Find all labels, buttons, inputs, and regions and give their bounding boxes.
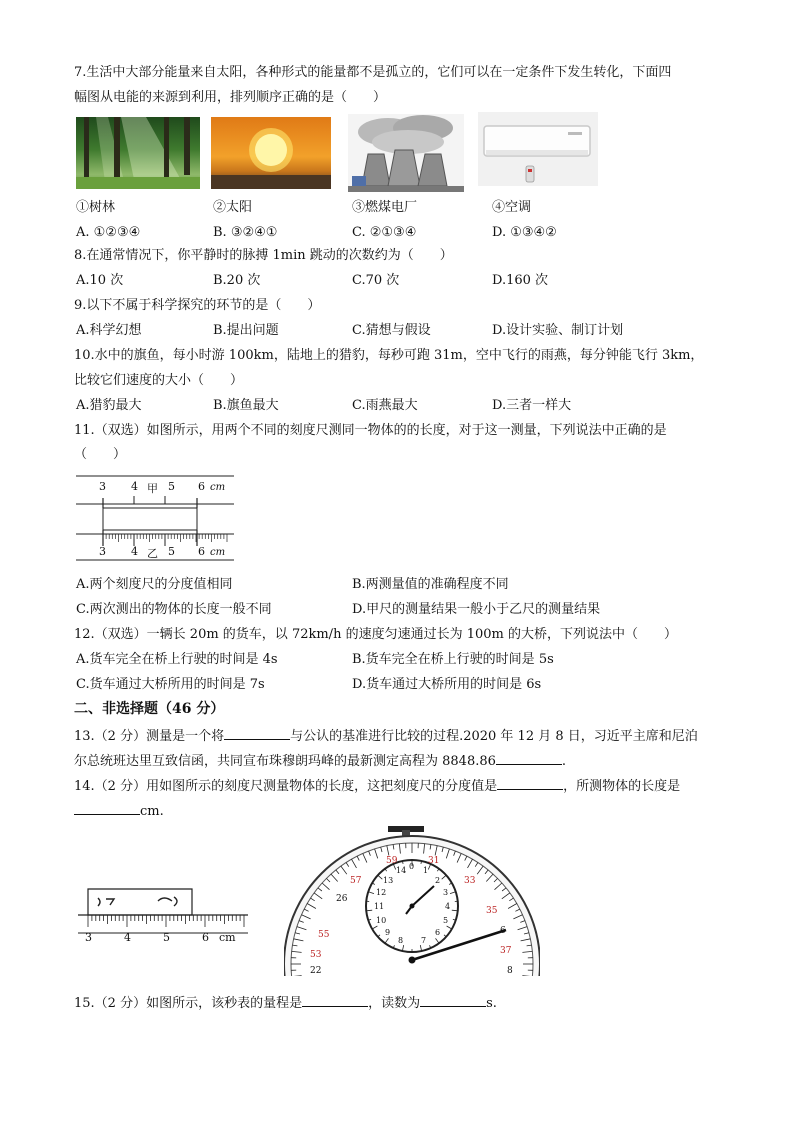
stopwatch-outer-35: 35 [486,906,498,916]
ruler-b-unit: cm [210,547,226,558]
stopwatch-inner-8: 8 [398,936,404,945]
q15-text-1: 15.（2 分）如图所示，该秒表的量程是 [74,996,303,1011]
q9-option-d: D.设计实验、制订计划 [492,323,624,338]
ruler-b-tick-5: 5 [168,545,175,558]
q11-stem-line1: 11.（双选）如图所示，用两个不同的刻度尺测同一物体的的长度，对于这一测量，下列说法中正确的是 [74,423,667,438]
q14-text-2: ，所测物体的长度是 [563,779,681,794]
stopwatch-inner-12: 12 [376,888,387,897]
stopwatch-inner-14: 14 [396,866,407,875]
stopwatch-inner-6: 6 [435,928,441,937]
power-plant-image [348,114,464,192]
q14-text-1: 14.（2 分）用如图所示的刻度尺测量物体的长度，这把刻度尺的分度值是 [74,779,498,794]
q14-line2 [74,801,164,821]
stopwatch-inner-13: 13 [383,876,394,885]
q10-option-a: A.猎豹最大 [76,398,142,413]
stopwatch-outer-53: 53 [310,950,322,960]
stopwatch-inner-9: 9 [385,928,391,937]
q14-line1 [74,776,680,796]
q11-option-d: D.甲尺的测量结果一般小于乙尺的测量结果 [352,602,601,617]
q8-stem: 8.在通常情况下，你平静时的脉搏 1min 跳动的次数约为（ ） [74,248,453,263]
q12-option-a: A.货车完全在桥上行驶的时间是 4s [76,652,278,667]
q11-option-c: C.两次测出的物体的长度一般不同 [76,602,272,617]
ruler-a-tick-4: 4 [131,480,138,493]
ruler-b-tick-6: 6 [198,545,205,558]
q15-blank-1[interactable] [302,993,368,1007]
stopwatch-outer-31: 31 [428,856,440,866]
q14-blank-1[interactable] [497,776,563,790]
q12-option-b: B.货车完全在桥上行驶的时间是 5s [352,652,554,667]
stopwatch-outer-6: 6 [500,926,506,936]
q11-option-b: B.两测量值的准确程度不同 [352,577,509,592]
q13-blank-1[interactable] [224,726,290,740]
stopwatch-outer-22: 22 [310,966,322,976]
section-2-heading: 二、非选择题（46 分） [74,701,225,717]
q8-option-a: A.10 次 [76,273,124,288]
stopwatch-outer-26: 26 [336,894,348,904]
stopwatch-outer-8: 8 [507,966,513,976]
q7-option-d: D. ①③④② [492,225,557,240]
q9-option-c: C.猜想与假设 [352,323,431,338]
q8-option-b: B.20 次 [213,273,261,288]
stopwatch-inner-1: 1 [423,866,429,875]
stopwatch-outer-37: 37 [500,946,512,956]
stopwatch-inner-3: 3 [443,888,449,897]
ruler-tick-6: 6 [202,931,209,944]
q7-option-b: B. ③②④① [213,225,278,240]
q15-text-3: s. [486,996,497,1011]
q10-option-d: D.三者一样大 [492,398,572,413]
q14-blank-2[interactable] [74,801,140,815]
stopwatch-outer-57: 57 [350,876,362,886]
q15-blank-2[interactable] [420,993,486,1007]
stopwatch-inner-10: 10 [376,916,387,925]
q7-option-c: C. ②①③④ [352,225,417,240]
q13-text-2: 与公认的基准进行比较的过程.2020 年 12 月 8 日，习近平主席和尼泊 [290,729,698,744]
q7-caption-4: ④空调 [492,200,532,215]
q8-option-c: C.70 次 [352,273,400,288]
q12-stem: 12.（双选）一辆长 20m 的货车，以 72km/h 的速度匀速通过长为 100m 的大桥，下列说法中（ ） [74,627,677,642]
q7-stem-line2: 幅图从电能的来源到利用，排列顺序正确的是（ ） [74,90,387,105]
stopwatch-inner-4: 4 [445,902,451,911]
ruler-b-name: 乙 [147,547,158,560]
q15-text-2: ，读数为 [368,996,421,1011]
ruler-tick-3: 3 [85,931,92,944]
ruler-b-tick-4: 4 [131,545,138,558]
ruler-a-unit: cm [210,482,226,493]
ruler-a-tick-5: 5 [168,480,175,493]
forest-image [76,117,200,189]
stopwatch-outer-55: 55 [318,930,330,940]
q9-stem: 9.以下不属于科学探究的环节的是（ ） [74,298,321,313]
ruler-tick-4: 4 [124,931,131,944]
stopwatch-inner-7: 7 [421,936,427,945]
stopwatch-figure [284,826,540,976]
double-ruler-figure [76,474,236,564]
q10-stem-line1: 10.水中的旗鱼，每小时游 100km，陆地上的猎豹，每秒可跑 31m，空中飞行的雨燕，每分钟能飞行 3km， [74,348,704,363]
single-ruler-figure [78,885,250,949]
ruler-b-tick-3: 3 [99,545,106,558]
q12-option-c: C.货车通过大桥所用的时间是 7s [76,677,265,692]
q10-stem-line2: 比较它们速度的大小（ ） [74,373,244,388]
stopwatch-inner-11: 11 [374,902,385,911]
q12-option-d: D.货车通过大桥所用的时间是 6s [352,677,542,692]
q13-text-1: 13.（2 分）测量是一个将 [74,729,225,744]
q7-caption-3: ③燃煤电厂 [352,200,418,215]
q14-text-3: cm. [140,804,164,819]
q9-option-b: B.提出问题 [213,323,279,338]
ruler-a-tick-6: 6 [198,480,205,493]
q11-option-a: A.两个刻度尺的分度值相同 [76,577,233,592]
q13-line2 [74,751,566,771]
q10-option-b: B.旗鱼最大 [213,398,279,413]
stopwatch-outer-33: 33 [464,876,476,886]
q7-option-a: A. ①②③④ [76,225,141,240]
q13-text-4: . [561,754,567,769]
air-conditioner-image [478,112,598,186]
q13-line1 [74,726,698,746]
q13-blank-2[interactable] [496,751,562,765]
stopwatch-outer-59: 59 [386,856,398,866]
q10-option-c: C.雨燕最大 [352,398,418,413]
sun-image [211,117,331,189]
ruler-a-tick-3: 3 [99,480,106,493]
stopwatch-inner-2: 2 [435,876,441,885]
stopwatch-inner-5: 5 [443,916,449,925]
ruler-tick-5: 5 [163,931,170,944]
ruler-a-name: 甲 [147,482,158,495]
q15-line [74,993,497,1013]
q9-option-a: A.科学幻想 [76,323,142,338]
q7-caption-2: ②太阳 [213,200,253,215]
q7-stem-line1: 7.生活中大部分能量来自太阳，各种形式的能量都不是孤立的，它们可以在一定条件下发生转化，下面四 [74,65,672,80]
q11-stem-line2: （ ） [74,447,127,462]
q13-text-3: 尔总统班达里互致信函，共同宣布珠穆朗玛峰的最新测定高程为 8848.86 [74,754,496,769]
q7-caption-1: ①树林 [76,200,116,215]
ruler-unit: cm [219,931,236,944]
q8-option-d: D.160 次 [492,273,549,288]
stopwatch-inner-0: 0 [409,862,415,871]
